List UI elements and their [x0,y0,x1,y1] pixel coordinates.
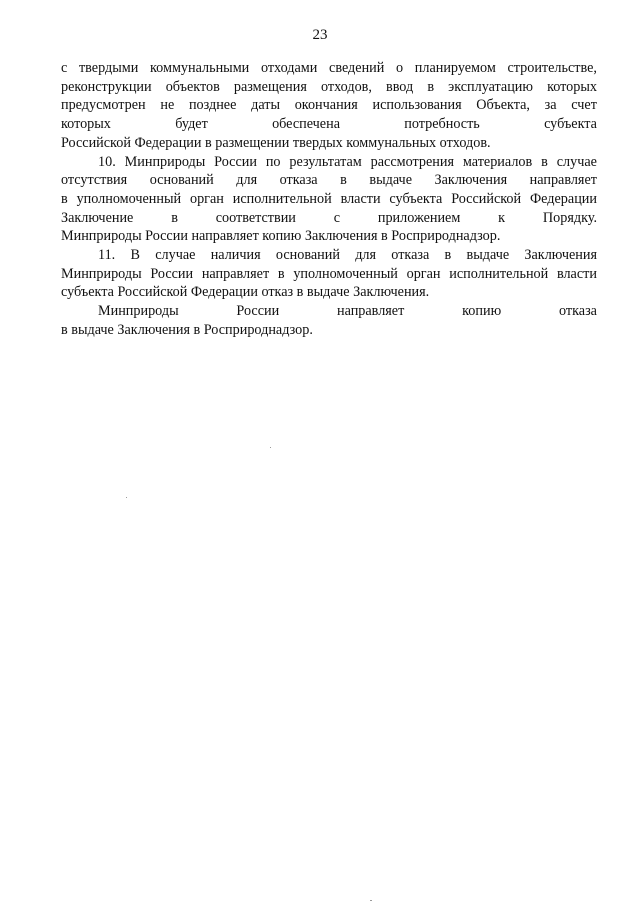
word: Порядку. [542,209,597,226]
word: случае [556,153,597,170]
word: выдаче [466,247,510,264]
word: коммунальными [149,60,250,76]
text-line: Минприроды России направляет копию Заключения в Росприроднадзор. [61,228,501,245]
text-line [61,209,597,228]
word: за [544,97,557,114]
word: отказа [559,303,597,320]
word: 10. [98,153,116,170]
word: Российской [451,190,522,207]
scan-speck [270,447,271,448]
word: Минприроды [124,153,206,170]
word: обеспечена [272,116,340,133]
page-number: 23 [312,27,328,43]
text-line [61,171,597,190]
paragraph-item-10 [61,153,597,247]
word: материалов [462,153,533,170]
paragraph-item-11 [61,246,597,302]
word: направляет [529,172,597,189]
text-line: в выдаче Заключения в Росприроднадзор. [61,321,313,338]
word: в [427,78,435,95]
word: которых [61,116,111,133]
word: уполномоченный [76,190,182,207]
paragraph-continuation [61,59,597,153]
text-line [61,115,597,134]
word: власти [556,265,597,282]
text-line: субъекта Российской Федерации отказ в выдаче Заключения. [61,284,430,301]
word: Минприроды [98,303,179,320]
word: в [541,153,548,170]
word: размещения [233,78,307,95]
text-line [61,246,597,265]
word: ввод [386,78,414,95]
text-line [61,190,597,209]
word: твердыми [78,60,139,76]
word: исполнительной [232,190,332,207]
word: орган [189,190,224,207]
paragraph-copy-refusal [61,302,597,339]
word: отказа [391,247,430,264]
word: оснований [149,172,214,189]
word: исполнительной [449,265,549,282]
word: предусмотрен [61,97,146,114]
word: отказа [279,172,318,189]
word: Заключения [524,247,597,264]
word: в [171,209,178,226]
word: результатам [289,153,362,170]
word: к [498,209,506,226]
word: направляет [201,265,270,282]
word: Минприроды [61,265,142,282]
word: рассмотрения [370,153,454,170]
word: В [130,247,140,264]
word: Федерации [529,190,597,207]
word: эксплуатацию [448,78,533,95]
word: с [61,60,68,76]
document-body [61,59,597,340]
text-line [61,153,597,172]
word: отходов, [321,78,372,95]
word: в [61,190,68,207]
word: соответствии [215,209,296,226]
text-line [61,59,597,78]
word: наличия [210,247,261,264]
word: в [340,172,347,189]
word: России [236,303,280,320]
text-line: Российской Федерации в размещении твердых коммунальных отходов. [61,134,491,151]
word: которых [547,78,597,95]
word: даты [251,97,280,114]
word: копию [462,303,502,320]
text-line [61,265,597,284]
word: по [265,153,281,170]
word: оснований [275,247,340,264]
word: субъекта [389,190,443,207]
word: отсутствия [61,172,128,189]
word: потребность [404,116,480,133]
word: в [277,265,285,282]
word: Объекта, [476,97,530,114]
word: счет [571,97,597,114]
word: Заключения [434,172,508,189]
word: позднее [188,97,237,114]
word: планируемом [414,60,496,76]
word: субъекта [544,116,597,133]
word: о [396,60,404,76]
word: направляет [337,303,405,320]
word: уполномоченный [293,265,398,282]
word: не [160,97,175,114]
word: отходами [260,60,318,76]
text-line [61,78,597,97]
word: окончания [294,97,358,114]
word: России [150,265,194,282]
word: в [444,247,452,264]
text-line [61,302,597,321]
word: власти [340,190,381,207]
text-line [61,96,597,115]
word: использования [372,97,462,114]
word: строительстве, [507,60,597,76]
word: объектов [165,78,220,95]
scan-speck [126,497,127,498]
word: для [355,247,377,264]
word: реконструкции [61,78,152,95]
word: России [214,153,257,170]
word: орган [406,265,441,282]
word: приложением [377,209,461,226]
word: для [236,172,258,189]
scan-speck [370,900,372,901]
word: 11. [98,247,116,264]
word: с [333,209,341,226]
word: Заключение [61,209,134,226]
word: сведений [329,60,385,76]
word: будет [175,116,208,133]
word: выдаче [369,172,412,189]
word: случае [155,247,196,264]
